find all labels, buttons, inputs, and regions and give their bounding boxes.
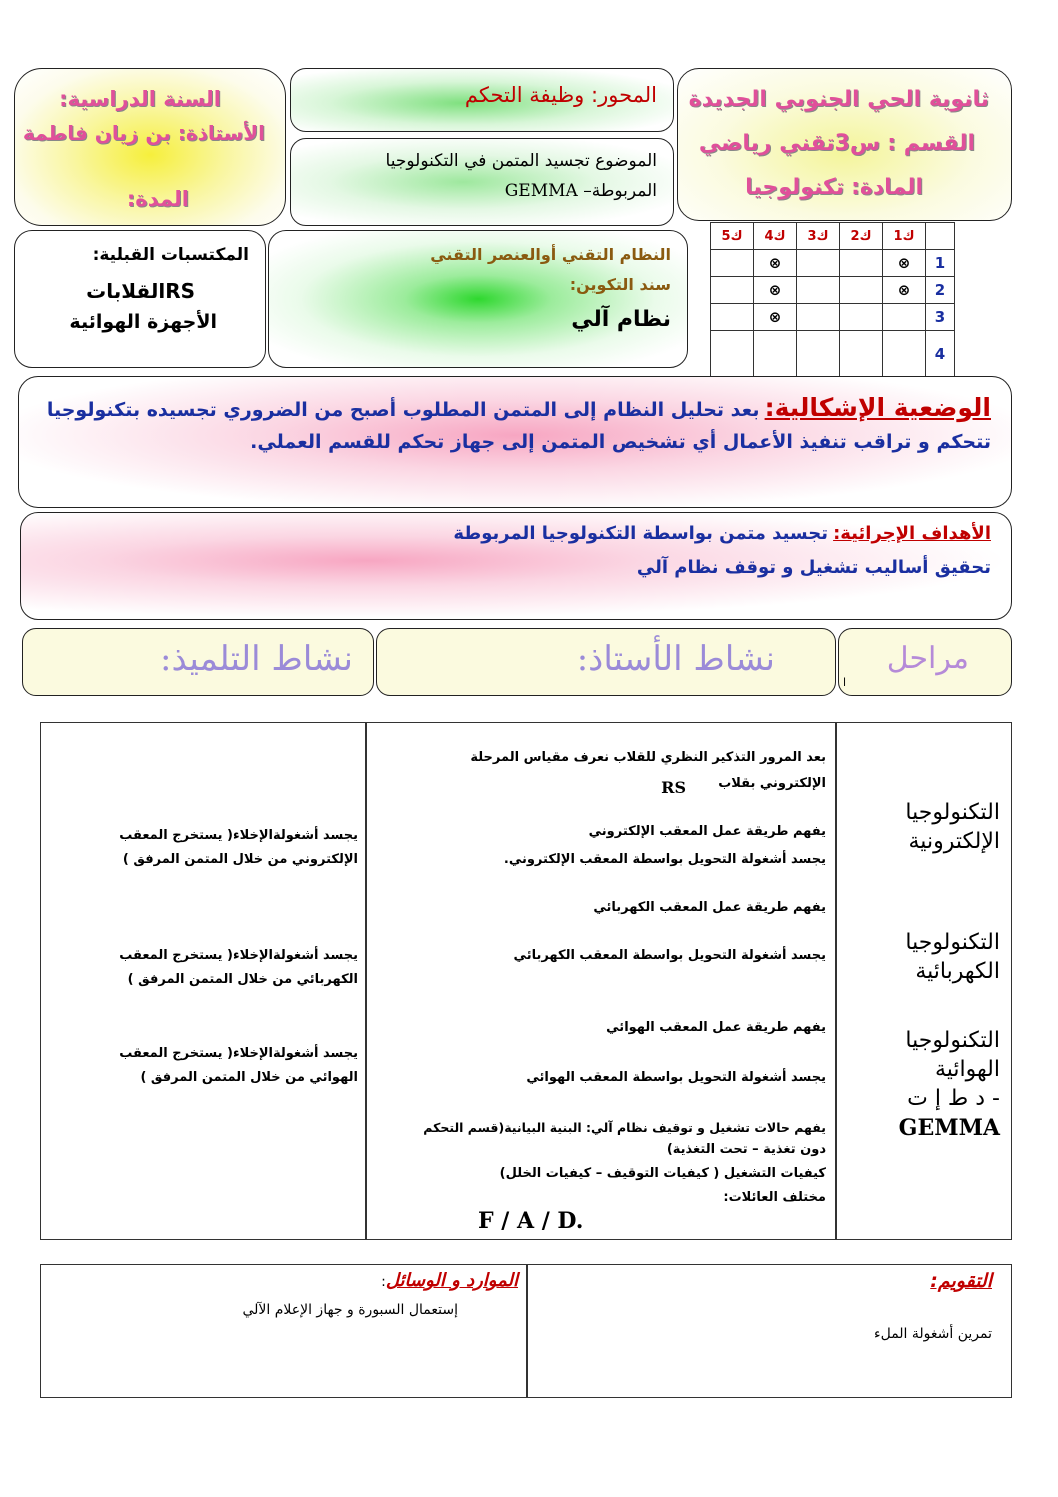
objectives-box: [20, 512, 1012, 620]
teacher-activity-line: يجسد أشغولة التحويل بواسطة المعقب الإلكتروني.: [503, 852, 826, 867]
resources-colon: :: [381, 1274, 386, 1290]
resources-heading: [381, 1270, 518, 1291]
teacher-activity-line: بعد المرور التذكير النظري للقلاب نعرف مقياس المرحلة: [470, 750, 826, 765]
class-line: [699, 131, 975, 156]
grid-cell: ⊗: [754, 250, 797, 277]
school-year-label: السنة الدراسية:: [59, 87, 221, 111]
objectives-line-1: [453, 523, 991, 544]
teacher-activity-line: يجسد أشغولة التحويل بواسطة المعقب الكهربائي: [513, 948, 826, 963]
teacher-activity-rs: RS: [661, 778, 686, 797]
grid-cell: ⊗: [883, 250, 926, 277]
teacher-activity-banner-text: نشاط الأستاذ:: [576, 639, 775, 679]
stage-line: GEMMA: [898, 1115, 1000, 1141]
teacher-activity-line: يفهم طريقة عمل المعقب الإلكتروني: [588, 824, 826, 839]
teacher-box: [14, 68, 286, 226]
grid-cell: [883, 304, 926, 331]
system-line-3: نظام آلي: [571, 307, 671, 332]
student-activity-line: الإلكتروني من خلال المتمن المرفق ): [122, 852, 358, 867]
grid-cell: [840, 304, 883, 331]
stage-line: التكنولوجيا: [905, 1028, 1000, 1053]
student-activity-line: يجسد أشغولةالإخلاء( يستخرج المعقب: [119, 828, 358, 843]
topic-line-2: المربوطة– GEMMA: [504, 181, 657, 201]
class-value: س3تقني رياضي: [698, 131, 881, 156]
system-line-2: سند التكوين:: [569, 275, 671, 294]
grid-header: ك1: [883, 223, 926, 250]
class-label: القسم :: [887, 131, 975, 156]
student-activity-banner: [22, 628, 374, 696]
objectives-label: الأهداف الإجرائية:: [833, 523, 991, 544]
stage-electronic: [905, 800, 1000, 854]
evaluation-text: تمرين أشغولة الملء: [874, 1326, 992, 1342]
evaluation-label: التقويم:: [930, 1270, 992, 1292]
stage-line: الهوائية: [935, 1057, 1000, 1082]
student-activity-line: يجسد أشغولةالإخلاء( يستخرج المعقب: [119, 1046, 358, 1061]
prerequisites-item-2: الأجهزة الهوائية: [69, 311, 217, 333]
footer-table: [40, 1264, 1012, 1398]
grid-cell: [797, 331, 840, 378]
resources-text: إستعمال السبورة و جهاز الإعلام الآلي: [242, 1302, 458, 1318]
grid-cell: [840, 277, 883, 304]
grid-cell: [711, 277, 754, 304]
stages-banner-text: مراحل: [886, 641, 969, 676]
teacher-activity-line: مختلف العائلات:: [723, 1190, 826, 1205]
grid-cell: [883, 331, 926, 378]
column-divider: [835, 723, 837, 1239]
student-activity-line: يجسد أشغولةالإخلاء( يستخرج المعقب: [119, 948, 358, 963]
stage-line: التكنولوجيا: [905, 800, 1000, 825]
teacher-name: الأستاذة: بن زيان فاطمة: [22, 121, 265, 145]
duration-label: المدة:: [126, 187, 189, 211]
teacher-activity-line: يفهم طريقة عمل المعقب الهوائي: [606, 1020, 826, 1035]
stages-side-mark: ا: [843, 676, 847, 689]
grid-cell: [711, 250, 754, 277]
stage-line: الكهربائية: [915, 959, 1000, 984]
stage-electrical: [905, 930, 1000, 984]
student-activity-line: الهوائي من خلال المتمن المرفق ): [140, 1070, 358, 1085]
grid-row-number: 2: [926, 277, 955, 304]
teacher-activity-line: كيفيات التشغيل ( كيفيات التوقيف – كيفيات الخلل): [499, 1166, 826, 1181]
teacher-activity-families: F / A / D.: [478, 1208, 584, 1234]
objectives-text-1: تجسيد متمن بواسطة التكنولوجيا المربوطة: [453, 523, 828, 544]
problem-box: [18, 376, 1012, 508]
resources-label: الموارد و الوسائل: [385, 1270, 518, 1291]
teacher-activity-banner: [376, 628, 836, 696]
competency-grid: [710, 222, 955, 378]
grid-cell: [711, 304, 754, 331]
prerequisites-box: [14, 230, 266, 368]
grid-header: ك3: [797, 223, 840, 250]
problem-line-1: [47, 393, 991, 422]
grid-row: [711, 277, 955, 304]
grid-row: [711, 250, 955, 277]
subject-label: المادة:: [851, 175, 923, 200]
grid-corner: [926, 223, 955, 250]
topic-line-1: الموضوع تجسيد المتمن في التكنولوجيا: [385, 151, 657, 171]
axis-box: [290, 68, 674, 132]
grid-row-number: 4: [926, 331, 955, 378]
subject-line: [745, 175, 923, 200]
grid-cell: ⊗: [754, 304, 797, 331]
topic-box: [290, 138, 674, 226]
prerequisites-title: المكتسبات القبلية:: [92, 245, 249, 265]
objectives-text-2: تحقيق أساليب تشغيل و توقف نظام آلي: [636, 557, 991, 578]
problem-text-2: تتحكم و تراقب تنفيذ الأعمال أي تشخيص المتمن إلى جهاز تحكم للقسم العملي.: [250, 431, 991, 453]
stage-line: التكنولوجيا: [905, 930, 1000, 955]
stage-pneumatic: [899, 1028, 1000, 1141]
problem-text-1: بعد تحليل النظام إلى المتمن المطلوب أصبح من الضروري تجسيده بتكنولوجيا: [46, 399, 760, 421]
student-activity-line: الكهربائي من خلال المتمن المرفق ): [127, 972, 358, 987]
grid-cell: [797, 277, 840, 304]
grid-cell: [840, 250, 883, 277]
grid-row: [711, 331, 955, 378]
stages-banner: [838, 628, 1012, 696]
teacher-activity-line: يفهم حالات تشغيل و توقيف نظام آلي: البنية البيانية(قسم التحكم: [423, 1120, 826, 1135]
subject-value: تكنولوجيا: [745, 175, 845, 200]
grid-cell: ⊗: [883, 277, 926, 304]
grid-cell: [797, 304, 840, 331]
stage-line: - د ط إ ت: [907, 1086, 1000, 1111]
prerequisites-item-1: RSالقلابات: [86, 279, 195, 303]
grid-header: ك2: [840, 223, 883, 250]
teacher-activity-line: يفهم طريقة عمل المعقب الكهربائي: [593, 900, 826, 915]
axis-title: المحور: وظيفة التحكم: [464, 83, 657, 107]
teacher-activity-line: الإلكتروني بقلاب: [718, 776, 826, 791]
grid-cell: ⊗: [754, 277, 797, 304]
column-divider: [365, 723, 367, 1239]
grid-header: ك5: [711, 223, 754, 250]
grid-cell: [711, 331, 754, 378]
school-info-box: [677, 68, 1012, 221]
system-line-1: النظام التقني أوالعنصر التقني: [430, 245, 671, 264]
grid-row-number: 3: [926, 304, 955, 331]
school-name: ثانوية الحي الجنوبي الجديدة: [688, 87, 989, 112]
stage-line: الإلكترونية: [908, 829, 1000, 854]
student-activity-banner-text: نشاط التلميذ:: [160, 639, 353, 679]
grid-row: [711, 304, 955, 331]
teacher-activity-line: يجسد أشغولة التحويل بواسطة المعقب الهوائي: [526, 1070, 826, 1085]
grid-cell: [754, 331, 797, 378]
problem-label: الوضعية الإشكالية:: [764, 393, 991, 422]
grid-row-number: 1: [926, 250, 955, 277]
grid-cell: [840, 331, 883, 378]
grid-header: ك4: [754, 223, 797, 250]
teacher-activity-line: دون تغذية – تحت التغذية): [666, 1142, 826, 1157]
footer-divider: [526, 1265, 528, 1397]
grid-header-row: [711, 223, 955, 250]
system-box: [268, 230, 688, 368]
grid-cell: [797, 250, 840, 277]
